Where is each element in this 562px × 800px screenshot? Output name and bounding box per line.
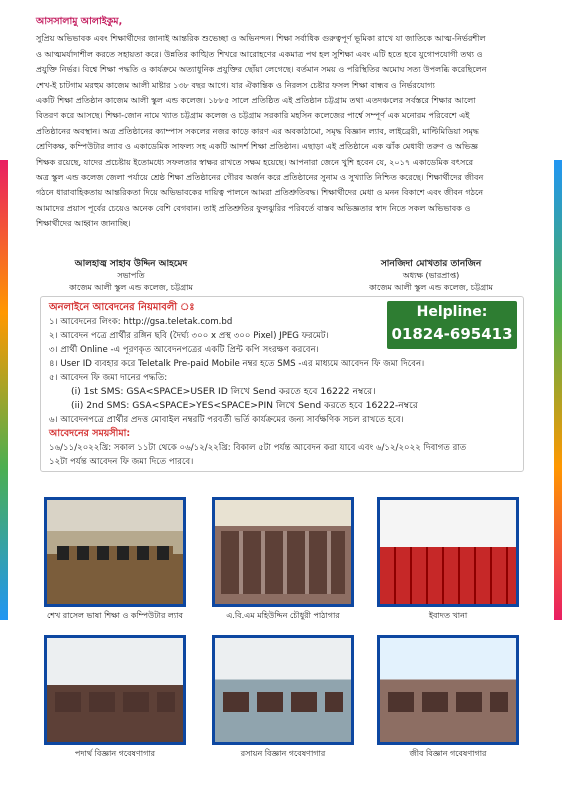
rule-sub-item: (i) 1st SMS: GSA<SPACE>USER ID লিখে Send করতে হবে 16222 নম্বরে।	[71, 386, 376, 397]
photo-chemistry-lab	[212, 635, 354, 745]
decor-side-right	[554, 160, 562, 620]
rule-item: ২। আবেদন পত্রে প্রার্থীর রঙ্গিন ছবি (দৈর্ঘ্য ৩০০ x প্রস্থ ৩০০ Pixel) JPEG ফরমেট।	[49, 331, 329, 341]
photo-caption: জীব বিজ্ঞান গবেষণাগার	[409, 749, 487, 758]
gallery-item	[44, 497, 186, 623]
period-line: ১২টা পর্যন্ত আবেদন ফি জমা দিতে পারবে।	[49, 457, 194, 467]
signature-org: কাজেম আলী স্কুল এন্ড কলেজ, চট্টগ্রাম	[369, 283, 493, 292]
letter-line: ও আত্মমর্যাদাশীল করতে সহায়তা করে। উন্নতির কাঙ্খিত শিখরে আরোহণের একমাত্র পথ হল সুশিক্ষা এবং এটি হতে হবে যুগোপযোগী তথ্য ও	[36, 48, 483, 59]
signature-name: আলহাজ্ব সাহাব উদ্দিন আহমেদ	[74, 259, 188, 269]
signature-org: কাজেম আলী স্কুল এন্ড কলেজ, চট্টগ্রাম	[69, 283, 193, 292]
photo-caption: ইবাদত খানা	[428, 611, 468, 620]
signatures	[36, 258, 526, 294]
letter-line: আমাদের প্রয়াস পূর্বের চেয়েও অনেক বেশি বেগবান। তাই প্রতিশ্রুতির ফুলঝুরির পরিবর্তে বাস্তব অভিজ্ঞতার স্বাদ নিতে সকল অভিভাবক ও	[36, 202, 471, 213]
rule-sub-item: (ii) 2nd SMS: GSA<SPACE>YES<SPACE>PIN লিখে Send করতে হবে 16222-নম্বরে	[71, 400, 418, 411]
photo-library	[212, 497, 354, 607]
helpline-label: Helpline:	[416, 304, 488, 320]
letter-line: সুপ্রিয় অভিভাবক এবং শিক্ষার্থীদের জানাই আন্তরিক শুভেচ্ছা ও অভিনন্দন। শিক্ষা সর্বাধিক গুরুত্বপূর্ণ ভূমিকা রাখে যা জাতিকে আত্ম-নির্ভরশীল	[36, 33, 486, 44]
letter-line: অত্র স্কুল এন্ড কলেজ জেলা পর্যায়ে শ্রেষ্ঠ শিক্ষা প্রতিষ্ঠানের গৌরব অর্জন করে প্রতিষ্ঠানের সুনাম ও সুখ্যাতি নিশ্চিত করেছে। শিক্ষার্থীদের জীবন	[36, 172, 484, 183]
rule-item-link[interactable]: ১। আবেদনের লিংক: http://gsa.teletak.com.bd	[49, 317, 233, 327]
signature-name: সানজিদা মোখতার তানজিন	[380, 259, 482, 269]
signature-title: অধ্যক্ষ (ভারপ্রাপ্ত)	[402, 271, 460, 280]
gallery-item	[377, 497, 519, 623]
application-rules	[40, 296, 524, 472]
letter-line: শিক্ষার্থীদের আহ্বান জানাচ্ছি।	[36, 218, 131, 229]
letter-line: একটি শিক্ষা প্রতিষ্ঠান কাজেম আলী স্কুল এন্ড কলেজ। ১৮৮৫ সালে প্রতিষ্ঠিত এই প্রতিষ্ঠান চট্টগ্রাম তথা এতদঞ্চলের সর্বস্তরে শিক্ষার আলো	[36, 95, 476, 106]
letter-line: গঠনে ধারাবাহিকতায় আন্তরিকতা দিয়ে অভিভাবকের দায়িত্ব পালনে আমরা প্রতিশ্রুতিবদ্ধ। শিক্ষার্থীদের মেধা ও মনন বিকাশে এবং জীবন গঠনে	[36, 187, 484, 198]
welcome-letter	[36, 14, 526, 232]
photo-caption: শেখ রাসেল ভাষা শিক্ষা ও কম্পিউটার ল্যাব	[47, 611, 183, 620]
rule-item: ৬। আবেদনপত্রে প্রার্থীর প্রদত্ত মোবাইল নম্বরটি পরবর্তী ভর্তি কার্যক্রমের জন্য সার্বক্ষণিক সচল রাখতে হবে।	[49, 415, 404, 425]
signature-title: সভাপতি	[117, 271, 145, 280]
gallery-item	[212, 497, 354, 623]
rule-item: ৫। আবেদন ফি জমা দানের পদ্ধতি:	[49, 373, 168, 383]
period-line: ১৬/১১/২০২২খ্রি: সকাল ১১টা থেকে ০৬/১২/২২খ্রি: বিকাল ৫টা পর্যন্ত আবেদন করা যাবে এবং ৬/১২/২০২২ দিবাগত রাত	[49, 443, 467, 453]
photo-prayer-hall	[377, 497, 519, 607]
letter-line: শ্রেণিকক্ষ, কম্পিউটার ল্যাব ও একাডেমিক সাফল্য সহ একটি আদর্শ শিক্ষা প্রতিষ্ঠান। এছাড়া এই প্রতিষ্ঠানে এক ঝাঁক মেধাবী তরুণ ও অভিজ্ঞ	[36, 141, 479, 152]
rule-item: ৪। User ID ব্যবহার করে Teletalk Pre-paid Mobile নম্বর হতে SMS -এর মাধ্যমে আবেদন ফি জমা দিবেন।	[49, 359, 425, 369]
photo-caption: এ.বি.এম মহিউদ্দিন চৌধুরী পাঠাগার	[226, 611, 340, 620]
photo-caption: পদার্থ বিজ্ঞান গবেষণাগার	[74, 749, 156, 758]
letter-line: শিক্ষক রয়েছে, যাদের প্রচেষ্টায় ইতোমধ্যে সফলতার স্বাক্ষর রাখতে সক্ষম হয়েছে। আপনারা জেনে খুশি হবেন যে, ২০১৭ একাডেমিক বৎসরে	[36, 156, 474, 167]
letter-line: শেখ-ই চাটগাম মরহুম কাজেম আলী মাষ্টার ১৩৮ বছর আগে। যার ঐকান্তিক ও নিরলস চেষ্টার ফসল শিক্ষা বান্ধব ও নির্ভরযোগ্য	[36, 79, 435, 90]
signature-chairman	[36, 258, 226, 294]
photo-physics-lab	[44, 635, 186, 745]
helpline-number[interactable]: 01824-695413	[391, 325, 513, 343]
rules-title: অনলাইনে আবেদনের নিয়মাবলী ঃ	[49, 302, 195, 313]
period-title: আবেদনের সময়সীমা:	[49, 428, 131, 439]
gallery-item	[212, 635, 354, 761]
decor-side-left	[0, 160, 8, 620]
gallery-item	[44, 635, 186, 761]
photo-caption: রসায়ন বিজ্ঞান গবেষণাগার	[240, 749, 326, 758]
gallery-item	[377, 635, 519, 761]
letter-line: প্রযুক্তি নির্ভর। বিশ্বে শিক্ষা পদ্ধতি ও কার্যক্রমে অত্যাধুনিক প্রযুক্তির ছোঁয়া লেগেছে। বর্তমান সময় ও পরিস্থিতির অমোঘ সত্য উপলব্ধি করেছিলেন	[36, 64, 487, 75]
signature-principal	[336, 258, 526, 294]
photo-biology-lab	[377, 635, 519, 745]
letter-line: প্রতিষ্ঠানের অবস্থান। অত্র প্রতিষ্ঠানের ক্যাম্পাস সকলের নজর কাড়ে কারণ এর অবকাঠামো, সমৃদ্ধ বিজ্ঞান ল্যাব, লাইব্রেরী, মাল্টিমিডিয়া সমৃদ্ধ	[36, 125, 479, 136]
greeting: আসসালামু আলাইকুম,	[36, 16, 123, 27]
photo-computer-lab	[44, 497, 186, 607]
rule-item: ৩। প্রার্থী Online -এ পূরণকৃত আবেদনপত্রের একটি প্রিন্ট কপি সংরক্ষণ করবেন।	[49, 345, 319, 355]
letter-line: বিতরণ করে আসছে। শিক্ষা-জোন নামে খ্যাত চট্টগ্রাম কলেজ ও চট্টগ্রাম সরকারি মহসিন কলেজের পার্শ্বে সম্পূর্ণ এক মনোরম পরিবেশে এই	[36, 110, 470, 121]
helpline-box	[387, 301, 517, 349]
